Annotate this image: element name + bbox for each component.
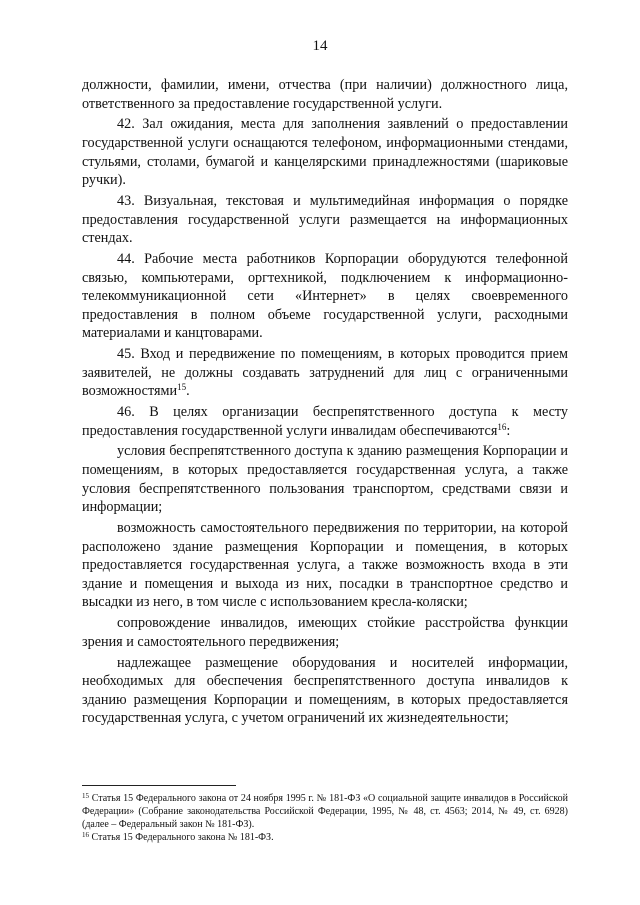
- paragraph-equipment: надлежащее размещение оборудования и носителей информации, необходимых для обеспечения беспрепятственного доступа инвалидов к зданию размещения Корпорации и помещениям, в которых предоставляется государственная услуга, с учетом ограничений их жизнедеятельности;: [82, 654, 568, 727]
- footnote-16-number: 16: [82, 831, 89, 839]
- paragraph-42: 42. Зал ожидания, места для заполнения заявлений о предоставлении государственной услуги оснащаются телефоном, информационными стендами, стульями, столами, бумагой и канцелярскими принадлежностями (шариковые ручки).: [82, 116, 568, 189]
- footnote-15-text: Статья 15 Федерального закона от 24 ноября 1995 г. № 181-ФЗ «О социальной защите инвалидов в Российской Федерации» (Собрание законодательства Российской Федерации, 1995, № 48, ст. 4563; 2014, № 49, ст. 6928) (далее – Федеральный закон № 181-ФЗ).: [82, 793, 569, 830]
- paragraph-escort: сопровождение инвалидов, имеющих стойкие расстройства функции зрения и самостоятельного передвижения;: [82, 615, 568, 650]
- paragraph-45-end: .: [186, 383, 190, 400]
- document-body: [82, 76, 568, 728]
- footnote-16-text: Статья 15 Федерального закона № 181-ФЗ.: [91, 832, 274, 843]
- paragraph-44: 44. Рабочие места работников Корпорации оборудуются телефонной связью, компьютерами, оргтехникой, подключением к информационно-телекоммуникационной сети «Интернет» в целях своевременного предоставления в полном объеме государственной услуги, расходными материалами и канцтоварами.: [82, 250, 568, 342]
- paragraph-46-end: :: [506, 422, 511, 439]
- footnote-15-number: 15: [82, 792, 89, 800]
- footnotes: [82, 792, 568, 844]
- paragraph-movement: возможность самостоятельного передвижения по территории, на которой расположено здание размещения Корпорации и помещения, в которых предоставляется государственная услуга, а также возможность входа в эти здание и помещения и выхода из них, посадки в транспортное средство и высадки из него, в том числе с использованием кресла-коляски;: [82, 519, 568, 611]
- paragraph-continuation: должности, фамилии, имени, отчества (при наличии) должностного лица, ответственного за предоставление государственной услуги.: [82, 77, 568, 112]
- paragraph-access-conditions: условия беспрепятственного доступа к зданию размещения Корпорации и помещениям, в которых предоставляется государственная услуга, а также условия беспрепятственного пользования транспортом, средствами связи и информации;: [82, 443, 568, 516]
- paragraph-46-text: 46. В целях организации беспрепятственного доступа к месту предоставления государственной услуги инвалидам обеспечиваются: [82, 404, 568, 439]
- footnote-ref-15: 15: [177, 382, 187, 393]
- paragraph-46: [82, 403, 568, 440]
- footnote-divider: [82, 785, 236, 786]
- footnote-ref-16: 16: [497, 421, 507, 432]
- paragraph-43: 43. Визуальная, текстовая и мультимедийная информация о порядке предоставления государственной услуги размещается на информационных стендах.: [82, 192, 568, 247]
- footnote-15: [82, 792, 568, 831]
- footnote-16: [82, 831, 568, 844]
- paragraph-45-text: 45. Вход и передвижение по помещениям, в которых проводится прием заявителей, не должны создавать затруднений для лиц с ограниченными возможностями: [82, 346, 568, 400]
- paragraph-45: [82, 345, 568, 401]
- page-number: 14: [312, 38, 328, 54]
